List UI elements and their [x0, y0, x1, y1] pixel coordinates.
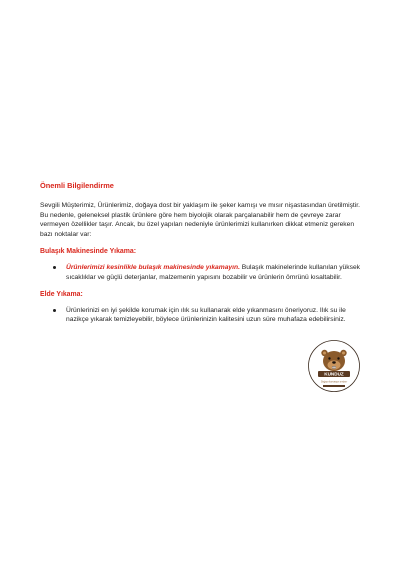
bullet-dot-icon	[53, 309, 56, 312]
section-heading-dishwasher: Bulaşık Makinesinde Yıkama:	[40, 248, 137, 256]
warning-emphasis: Ürünlerimizi kesinlikle bulaşık makinesinde yıkamayın.	[66, 263, 240, 271]
document-content	[40, 181, 366, 333]
bullet-handwash-text: Ürünlerinizi en iyi şekilde korumak için ılık su kullanarak elde yıkanmasını öneriyoruz. Ilık su ile nazikçe yıkarak temizleyebilir, böylece ürünlerinizin kalitesini uzun süre muhafaza edebilirsiniz.	[66, 306, 346, 324]
bullet-dot-icon	[53, 266, 56, 269]
beaver-logo-icon	[307, 339, 361, 393]
logo-brand-text: KUNDUZ	[324, 371, 344, 377]
section-heading-handwash: Elde Yıkama:	[40, 291, 83, 299]
bullet-dishwasher	[40, 263, 366, 282]
document-title: Önemli Bilgilendirme	[40, 181, 114, 190]
kunduz-logo	[307, 339, 361, 393]
logo-tagline-text: Doğayı korumayı seviyor	[320, 380, 348, 384]
bullet-handwash	[40, 306, 366, 325]
bullet-dishwasher-text: Bulaşık makinelerinde kullanılan yüksek sıcaklıklar ve güçlü deterjanlar, malzemenin yapısını bozabilir ve ürünlerin ömrünü kısaltabilir.	[66, 263, 361, 281]
intro-paragraph: Sevgili Müşterimiz, Ürünlerimiz, doğaya dost bir yaklaşım ile şeker kamışı ve mısır nişastasından üretilmiştir. Bu nedenle, geleneksel plastik ürünlere göre hem biyolojik olarak parçalanabilir hem de çevreye zarar vermeyen özellikler taşır. Ancak, bu özel yapıları nedeniyle ürünlerimizi kullanırken dikkat etmeniz gereken bazı noktalar var:	[40, 202, 360, 238]
